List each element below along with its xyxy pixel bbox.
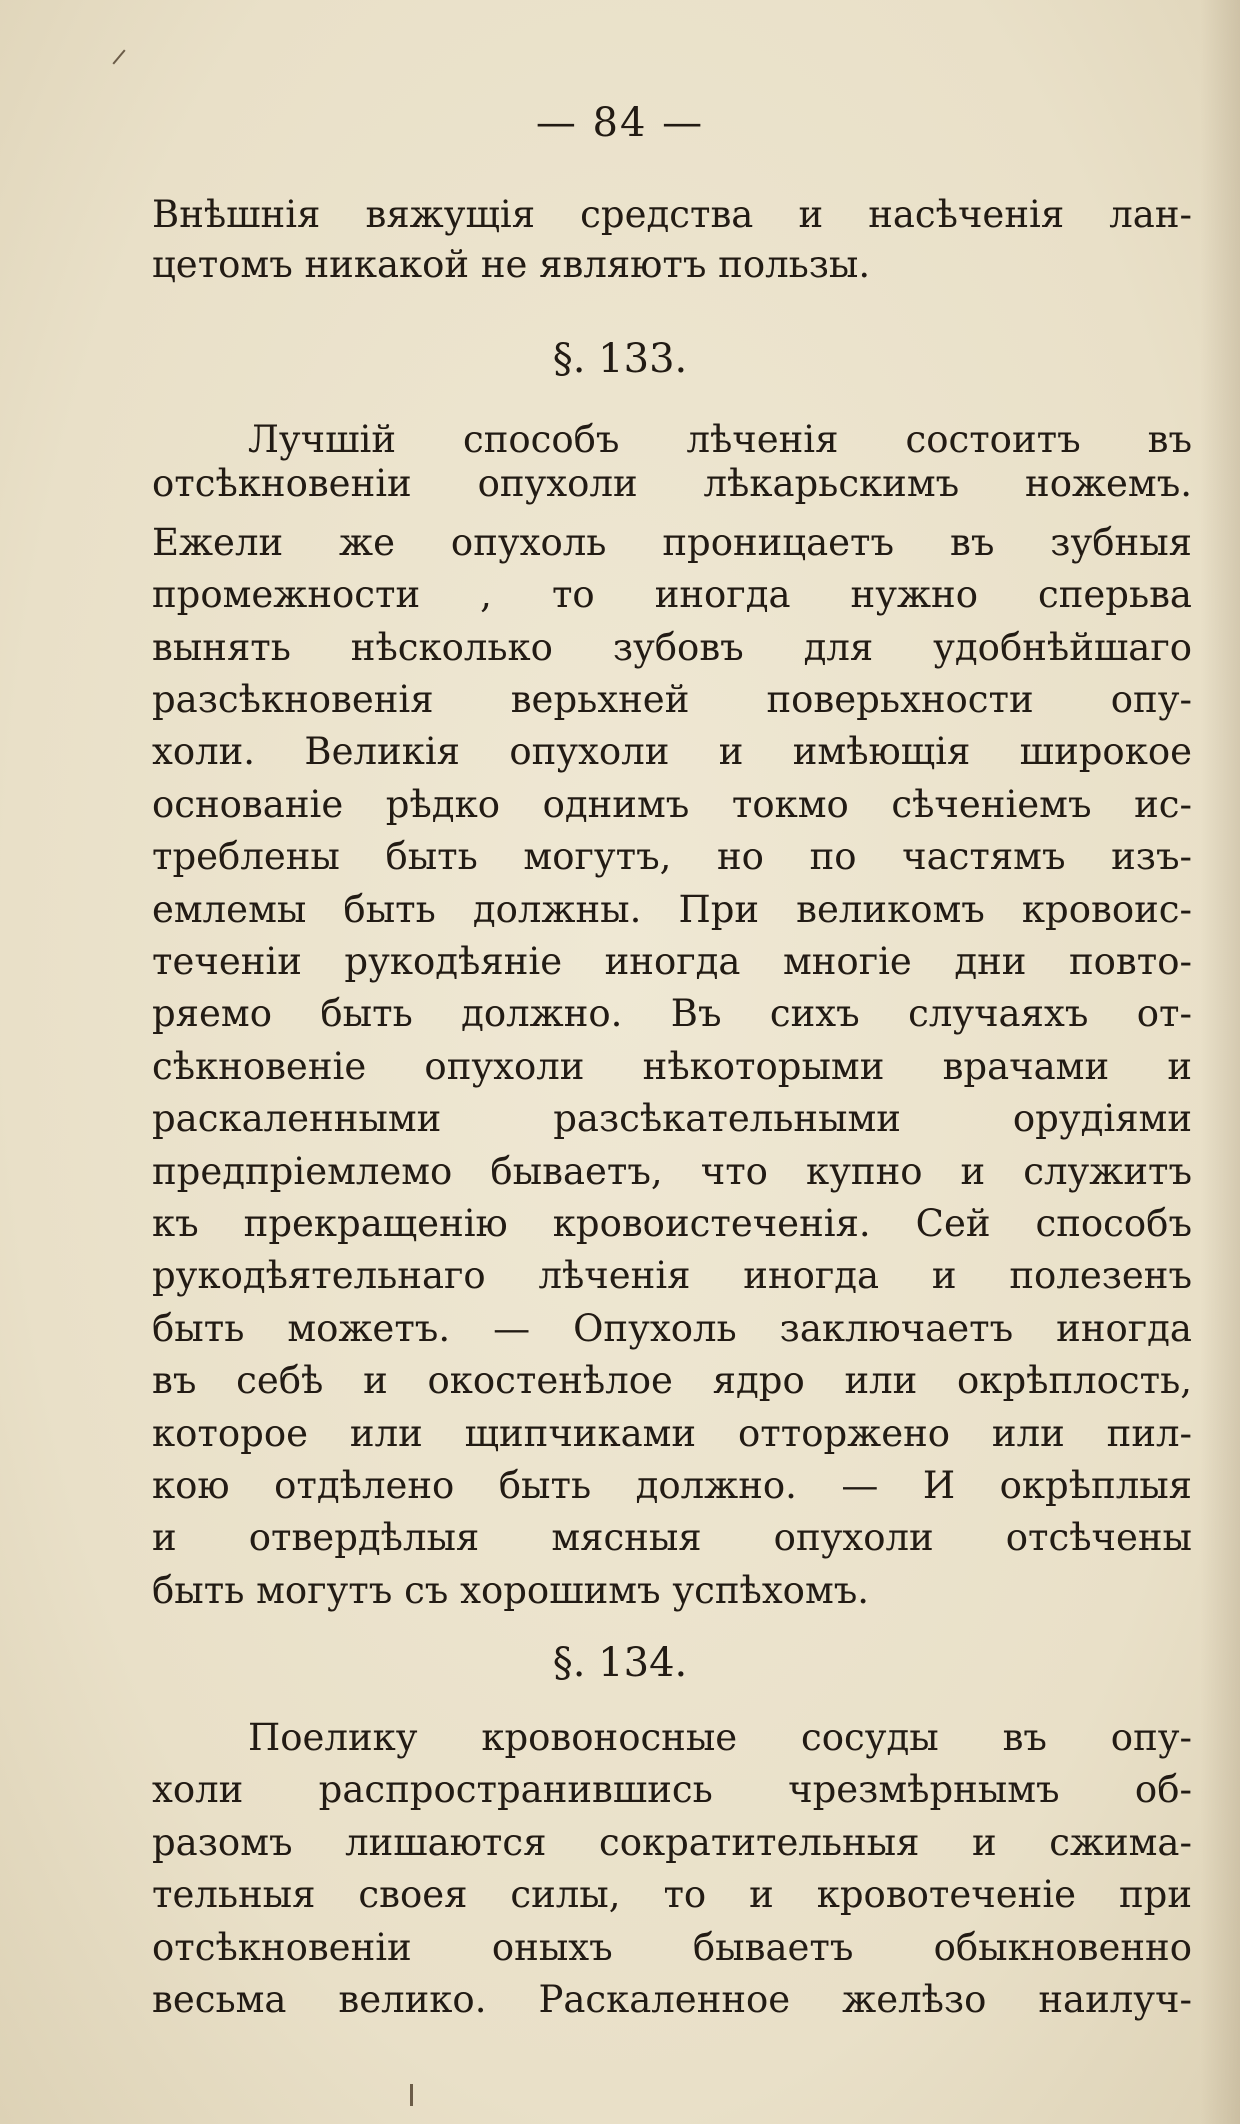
text-line: основаніе рѣдко однимъ токмо сѣченіемъ ис- [152,783,1192,826]
text-line: предпріемлемо бываетъ, что купно и служитъ [152,1150,1192,1193]
page-number: — 84 — [535,100,705,146]
text-line: быть можетъ. — Опухоль заключаетъ иногда [152,1307,1192,1350]
text-line: отсѣкновеніи опухоли лѣкарьскимъ ножемъ. [152,462,1192,505]
text-line: треблены быть могутъ, но по частямъ изъ- [152,835,1192,878]
text-line: сѣкновеніе опухоли нѣкоторыми врачами и [152,1045,1192,1088]
text-line: цетомъ никакой не являютъ пользы. [152,243,871,286]
text-line: отсѣкновеніи оныхъ бываетъ обыкновенно [152,1926,1192,1969]
text-line: въ себѣ и окостенѣлое ядро или окрѣплость, [152,1359,1192,1402]
section-heading: §. 133. [552,336,688,382]
text-line: рукодѣятельнаго лѣченія иногда и полезенъ [152,1254,1192,1297]
text-line: Лучшій способъ лѣченія состоитъ въ [248,418,1192,461]
stray-mark-bottom [410,2084,413,2106]
page-edge-shadow [1200,0,1240,2124]
text-line: быть могутъ съ хорошимъ успѣхомъ. [152,1569,870,1612]
text-line: промежности , то иногда нужно сперьва [152,573,1192,616]
text-line: Поелику кровоносные сосуды въ опу- [248,1716,1192,1759]
text-line: кою отдѣлено быть должно. — И окрѣплыя [152,1464,1192,1507]
text-line: которое или щипчиками отторжено или пил- [152,1412,1192,1455]
text-line: холи распространившись чрезмѣрнымъ об- [152,1768,1192,1811]
text-line: къ прекращенію кровоистеченія. Сей способъ [152,1202,1192,1245]
text-line: ряемо быть должно. Въ сихъ случаяхъ от- [152,992,1192,1035]
text-line: холи. Великія опухоли и имѣющія широкое [152,730,1192,773]
text-line: разомъ лишаются сократительныя и сжима- [152,1821,1192,1864]
text-line: раскаленными разсѣкательными орудіями [152,1097,1192,1140]
section-heading: §. 134. [552,1640,688,1686]
text-line: вынять нѣсколько зубовъ для удобнѣйшаго [152,626,1192,669]
text-line: и отвердѣлыя мясныя опухоли отсѣчены [152,1516,1192,1559]
text-line: тельныя своея силы, то и кровотеченіе при [152,1873,1192,1916]
text-line: емлемы быть должны. При великомъ кровоис- [152,888,1192,931]
text-line: весьма велико. Раскаленное желѣзо наилуч- [152,1978,1192,2021]
text-line: Внѣшнія вяжущія средства и насѣченія лан- [152,193,1192,236]
text-line: теченіи рукодѣяніе иногда многіе дни повто- [152,940,1192,983]
text-line: Ежели же опухоль проницаетъ въ зубныя [152,521,1192,564]
stray-mark-top-left [112,49,125,64]
text-line: разсѣкновенія верьхней поверьхности опу- [152,678,1192,721]
